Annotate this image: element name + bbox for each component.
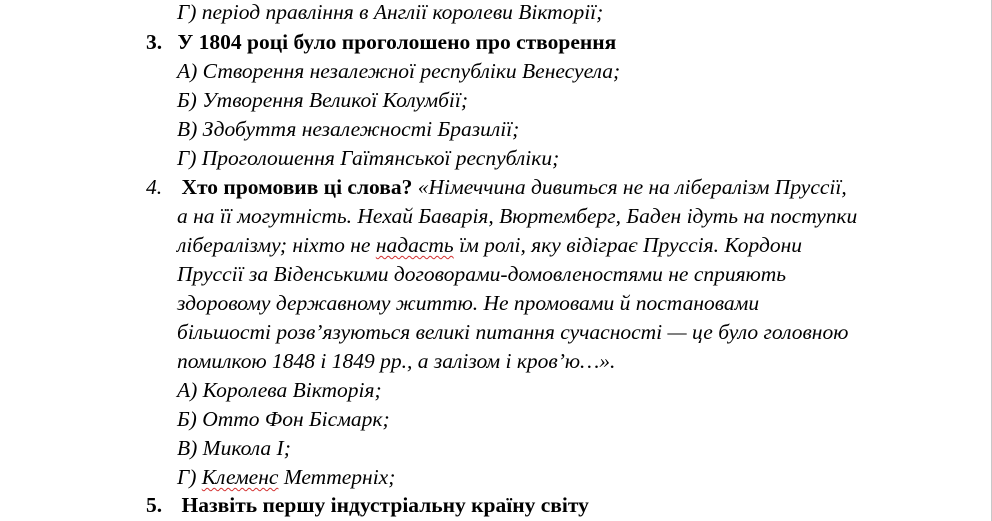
spellcheck-flagged-name[interactable]: Клеменс	[201, 465, 279, 489]
question-3-text: У 1804 році було проголошено про створення	[177, 30, 617, 54]
spellcheck-flagged-word[interactable]: надасть	[375, 233, 454, 257]
question-4-quote-line-6: більшості розв’язуються великі питання сучасності — це було головною	[177, 320, 849, 344]
q4-option-g-prefix: Г)	[177, 465, 202, 489]
q2-option-g: Г) період правління в Англії королеви Вікторії;	[177, 0, 604, 24]
quote-line-3-start: лібералізму; ніхто не	[177, 233, 376, 257]
q3-option-g: Г) Проголошення Гаїтянської республіки;	[177, 146, 560, 170]
question-4-quote-line-4: Пруссії за Віденськими договорами-домовленостями не сприяють	[177, 262, 787, 286]
question-5-number: 5.	[146, 493, 163, 517]
q3-option-b: Б) Утворення Великої Колумбії;	[177, 88, 469, 112]
q3-option-v: В) Здобуття незалежності Бразилії;	[177, 117, 520, 141]
question-4-quote-line-2: а на її могутність. Нехай Баварія, Вюртемберг, Баден ідуть на поступки	[177, 204, 858, 228]
question-4-text: Хто промовив ці слова?	[181, 175, 413, 199]
question-4-number: 4.	[146, 175, 163, 199]
quote-line-3-end: їм ролі, яку відіграє Пруссія. Кордони	[453, 233, 803, 257]
question-3	[146, 28, 616, 57]
q4-option-b: Б) Отто Фон Бісмарк;	[177, 407, 390, 431]
question-4-quote-line-7: помилкою 1848 і 1849 рр., а залізом і кров’ю…».	[177, 349, 616, 373]
question-5	[146, 491, 589, 520]
question-3-number: 3.	[146, 30, 163, 54]
question-4-quote-line-5: здоровому державному життю. Не промовами й постановами	[177, 291, 760, 315]
q3-option-a: А) Створення незалежної республіки Венесуела;	[177, 59, 621, 83]
q4-option-a: А) Королева Вікторія;	[177, 378, 382, 402]
question-5-text: Назвіть першу індустріальну країну світу	[181, 493, 589, 517]
question-4	[146, 173, 847, 202]
question-4-quote-line-1: «Німеччина дивиться не на лібералізм Пруссії,	[417, 175, 847, 199]
question-4-quote-line-3	[177, 231, 802, 260]
q4-option-v: В) Микола І;	[177, 436, 291, 460]
q4-option-g-suffix: Меттерніх;	[278, 465, 396, 489]
q4-option-g	[177, 463, 395, 492]
